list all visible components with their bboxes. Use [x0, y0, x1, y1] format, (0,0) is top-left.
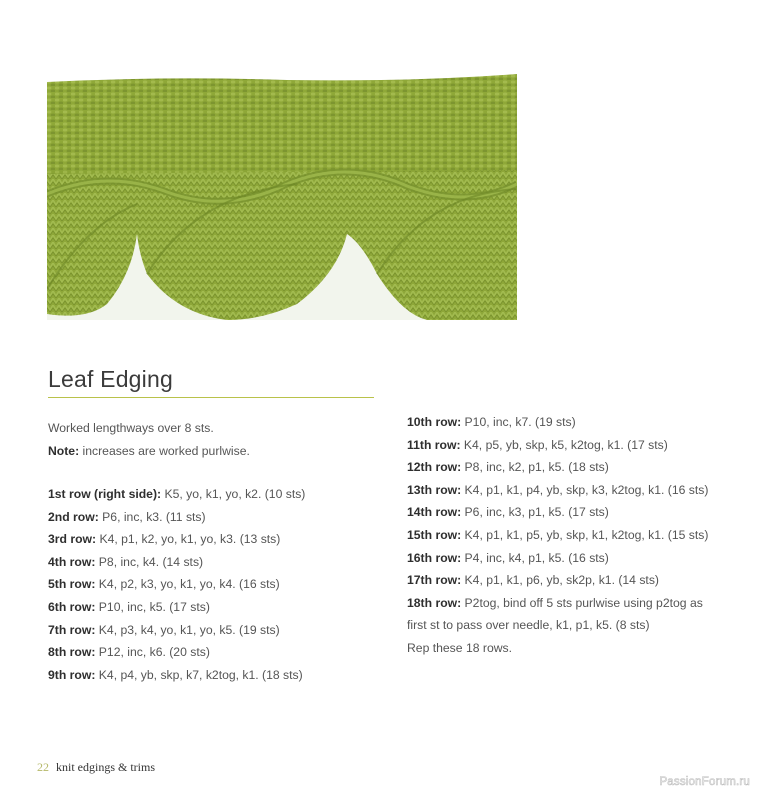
note-line: [48, 440, 250, 463]
watermark: PassionForum.ru: [659, 776, 750, 788]
repeat-instruction: Rep these 18 rows.: [407, 640, 513, 655]
row-text: P8, inc, k4. (14 sts): [95, 554, 204, 569]
row-text: K5, yo, k1, yo, k2. (10 sts): [161, 487, 306, 501]
row-label: 7th row:: [48, 622, 96, 637]
page-footer: [37, 760, 155, 775]
row-text: K4, p4, yb, skp, k7, k2tog, k1. (18 sts): [95, 667, 303, 682]
row-instruction: [407, 524, 708, 547]
row-text: P10, inc, k5. (17 sts): [95, 599, 210, 614]
row-text: P6, inc, k3. (11 sts): [98, 509, 206, 524]
row-label: 5th row:: [48, 577, 96, 592]
row-text: K4, p1, k1, p4, yb, skp, k3, k2tog, k1. (16 sts): [461, 482, 709, 497]
row-label: 12th row:: [407, 460, 462, 475]
row-label: 4th row:: [48, 554, 96, 569]
row-label: 14th row:: [407, 505, 462, 520]
row-label: 18th row:: [407, 595, 462, 610]
row-text: P10, inc, k7. (19 sts): [461, 415, 576, 429]
row-instruction-continuation: first st to pass over needle, k1, p1, k5. (8 sts): [407, 618, 650, 633]
row-text: K4, p1, k2, yo, k1, yo, k3. (13 sts): [96, 532, 281, 547]
row-label: 1st row (right side):: [48, 487, 162, 501]
row-instruction: [407, 501, 708, 524]
row-label: 15th row:: [407, 527, 462, 542]
row-label: 9th row:: [48, 667, 96, 682]
row-label: 17th row:: [407, 573, 462, 588]
intro-line: Worked lengthways over 8 sts.: [48, 421, 214, 435]
row-text: P12, inc, k6. (20 sts): [95, 645, 210, 660]
row-text: K4, p3, k4, yo, k1, yo, k5. (19 sts): [95, 622, 280, 637]
row-text: K4, p1, k1, p6, yb, sk2p, k1. (14 sts): [461, 573, 659, 588]
row-instruction: [48, 619, 305, 642]
row-label: 16th row:: [407, 550, 462, 565]
row-instruction: [407, 479, 708, 502]
note-text: increases are worked purlwise.: [79, 443, 250, 458]
row-instruction: [48, 641, 305, 664]
title-divider: [48, 397, 374, 398]
row-label: 10th row:: [407, 415, 462, 429]
pattern-intro: [48, 417, 250, 462]
row-label: 2nd row:: [48, 509, 99, 524]
row-label: 13th row:: [407, 482, 462, 497]
row-text: P4, inc, k4, p1, k5. (16 sts): [461, 550, 609, 565]
row-instruction: [407, 547, 708, 570]
knitted-sample-photo: [47, 74, 517, 320]
row-instruction: [48, 573, 305, 596]
instructions-left-column: [48, 483, 305, 686]
row-instruction: [48, 483, 305, 506]
row-text: K4, p2, k3, yo, k1, yo, k4. (16 sts): [95, 577, 280, 592]
row-instruction: [48, 596, 305, 619]
row-instruction: [48, 506, 305, 529]
row-text: K4, p5, yb, skp, k5, k2tog, k1. (17 sts): [460, 437, 668, 452]
row-label: 6th row:: [48, 599, 96, 614]
instructions-right-column: [407, 411, 708, 660]
section-title: knit edgings & trims: [56, 760, 155, 774]
row-instruction: [407, 456, 708, 479]
leaf-edging-illustration: [47, 74, 517, 320]
note-label: Note:: [48, 443, 80, 458]
row-instruction: [407, 592, 708, 615]
row-text: P6, inc, k3, p1, k5. (17 sts): [461, 505, 609, 520]
row-instruction: [407, 569, 708, 592]
row-instruction: [48, 664, 305, 687]
page-number: 22: [37, 760, 49, 774]
row-text: K4, p1, k1, p5, yb, skp, k1, k2tog, k1. (15 sts): [461, 527, 709, 542]
row-text: P8, inc, k2, p1, k5. (18 sts): [461, 460, 609, 475]
row-label: 3rd row:: [48, 532, 97, 547]
row-label: 8th row:: [48, 645, 96, 660]
row-label: 11th row:: [407, 437, 461, 452]
row-text: P2tog, bind off 5 sts purlwise using p2tog as: [461, 595, 703, 610]
row-instruction: [407, 434, 708, 457]
pattern-title: Leaf Edging: [48, 366, 173, 392]
row-instruction: [48, 551, 305, 574]
row-instruction: [407, 411, 708, 434]
row-instruction: [48, 528, 305, 551]
